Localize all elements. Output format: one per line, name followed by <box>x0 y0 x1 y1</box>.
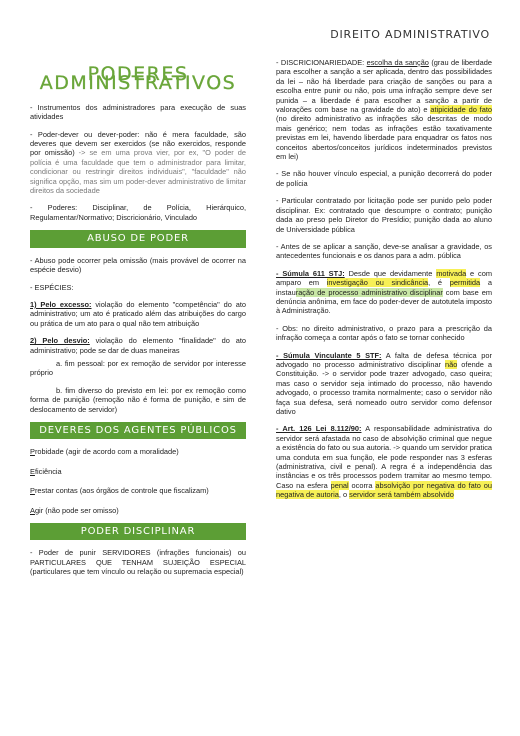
paragraph <box>30 300 246 328</box>
highlight: atipicidade do fato <box>430 105 493 115</box>
list-item <box>30 467 246 476</box>
term: 1) Pelo excesso: <box>30 299 92 309</box>
text: ofende a Constituição. -> o servidor pode trazer advogado, caso queira; mas caso o servidor seja intimado do processo, não havendo advogado, o processo tramita normalmente; caso o servidor não faça sua defesa, será nomeado outro servidor como defensor dativo <box>276 359 492 416</box>
text: Desde que devidamente <box>344 268 437 278</box>
paragraph: - Particular contratado por licitação pode ser punido pelo poder disciplinar. Ex: contratado que descumpre o contrato; punição dada ao preso pelo Diretor do Presídio; punição dada ao aluno de Universidade pública <box>276 196 492 234</box>
text: (grau de liberdade para escolher a sanção a ser aplicada, dentro das possibilidades da lei – não há liberdade para criação de sanções ou para a escolha entre punir ou não, pois uma infração sempre deve ser punida – a liberdade é para escolher a sanção a partir de valorações com base na gravidade do ato) e <box>276 58 492 115</box>
paragraph <box>30 336 246 355</box>
text: com base em denúncia anônima, em face do poder-dever de autotutela imposto à Administração. <box>276 287 492 316</box>
page-title: PODERES ADMINISTRATIVOS <box>39 63 237 95</box>
right-column <box>276 58 492 508</box>
left-column <box>30 58 246 585</box>
text: A falta de defesa técnica por advogado no processo administrativo disciplinar <box>276 350 492 369</box>
term: escolha da sanção <box>366 58 429 67</box>
list-item <box>30 447 246 456</box>
note-text: -> se em uma prova vier, por ex, "O poder de polícia é uma faculdade que tem o administrador para limitar, condicionar ou restringir direitos individuais", "faculdade" não significa opção, mas sim um poder-dever administrativo de limitar direitos da sociedade <box>30 148 246 196</box>
term: - Art. 126 Lei 8.112/90: <box>276 424 362 434</box>
highlight: investigação ou sindicância <box>326 278 429 288</box>
list-item <box>30 506 246 515</box>
paragraph: - Se não houver vínculo especial, a punição decorrerá do poder de polícia <box>276 169 492 188</box>
page-header: DIREITO ADMINISTRATIVO <box>330 28 490 41</box>
text: - DISCRICIONARIEDADE: <box>276 58 367 67</box>
text: violação do elemento "competência" do ato administrativo; um ato é praticado além das atribuições do cargo ou prática de um ato para o qual não tem atribuição <box>30 299 246 328</box>
paragraph <box>276 424 492 499</box>
paragraph <box>276 269 492 316</box>
highlight: ração de processo administrativo disciplinar <box>295 287 443 297</box>
text: robidade (agir de acordo com a moralidade) <box>34 447 179 457</box>
term: - Súmula 611 STJ: <box>276 268 345 278</box>
highlight: penal <box>330 480 349 490</box>
paragraph: - ESPÉCIES: <box>30 282 74 292</box>
text: gir (não pode ser omisso) <box>34 505 119 515</box>
highlight: absolvição por negativa do fato ou negativa de autoria <box>276 480 492 500</box>
text: - Poder-dever ou dever-poder: não é mera faculdade, são deveres que devem ser exercidos (se não exercidos, responde por omissão) <box>30 129 246 158</box>
section-heading-abuso: ABUSO DE PODER <box>30 230 246 247</box>
term: 2) Pelo desvio: <box>30 336 90 346</box>
text: a instau <box>276 278 492 297</box>
paragraph <box>276 58 492 161</box>
text: A responsabilidade administrativa do servidor será afastada no caso de absolvição criminal que negue a existência do fato ou sua autoria. -> quando um servidor pratica uma conduta em sua função, ele pode responder nas 3 esferas (administrativa, civil e penal). A regra é a independência das instâncias e os três processos podem tramitar ao mesmo tempo. Caso na esfera <box>276 424 492 490</box>
text: , é <box>428 278 450 288</box>
highlight: motivada <box>436 268 467 278</box>
text: , o <box>338 490 350 500</box>
text: restar contas (aos órgãos de controle que fiscalizam) <box>34 486 209 496</box>
initial-letter: E <box>30 466 35 476</box>
paragraph: - Abuso pode ocorrer pela omissão (mais provável de ocorrer na espécie desvio) <box>30 255 246 275</box>
initial-letter: A <box>30 505 35 515</box>
text: (no direito administrativo as infrações são descritas de modo mais genérico; nem todas as infrações estão taxativamente previstas em lei, havendo liberdade para enquadrar os fatos nos conceitos abertos/conceitos jurídicos indeterminados previstos em lei) <box>276 114 492 162</box>
paragraph: - Instrumentos dos administradores para execução de suas atividades <box>30 102 246 122</box>
initial-letter: P <box>30 447 35 457</box>
paragraph: - Poderes: Disciplinar, de Polícia, Hierárquico, Regulamentar/Normativo; Discricionário, Vinculado <box>30 203 246 222</box>
text: e com amparo em <box>276 268 492 288</box>
section-heading-deveres: DEVERES DOS AGENTES PÚBLICOS <box>30 422 246 439</box>
term: - Súmula Vinculante 5 STF: <box>276 350 382 360</box>
text: violação do elemento "finalidade" do ato administrativo; pode se dar de duas maneiras <box>30 336 246 355</box>
highlight: não <box>444 359 458 369</box>
paragraph <box>276 351 492 417</box>
paragraph: - Antes de se aplicar a sanção, deve-se analisar a gravidade, os antecedentes funcionais e os danos para a adm. pública <box>276 241 492 261</box>
initial-letter: P <box>30 486 35 496</box>
text: ficiência <box>34 466 62 476</box>
list-item <box>30 486 246 495</box>
list-item: a. fim pessoal: por ex remoção de servidor por interesse próprio <box>30 358 246 378</box>
section-heading-disciplinar: PODER DISCIPLINAR <box>30 523 246 540</box>
paragraph: - Poder de punir SERVIDORES (infrações funcionais) ou PARTICULARES QUE TENHAM SUJEIÇÃO ESPECIAL (particulares que tem vínculo ou relação ou supremacia especial) <box>30 548 246 577</box>
highlight: servidor será também absolvido <box>349 490 454 500</box>
text: ocorra <box>348 480 376 490</box>
paragraph <box>30 130 246 196</box>
paragraph: - Obs: no direito administrativo, o prazo para a prescrição da infração começa a contar após o fato se tornar conhecido <box>276 323 492 343</box>
list-item: b. fim diverso do previsto em lei: por ex remoção como forma de punição (remoção não é forma de punição, e sim de deslocamento de servidor) <box>30 385 246 414</box>
highlight: permitida <box>449 278 481 288</box>
